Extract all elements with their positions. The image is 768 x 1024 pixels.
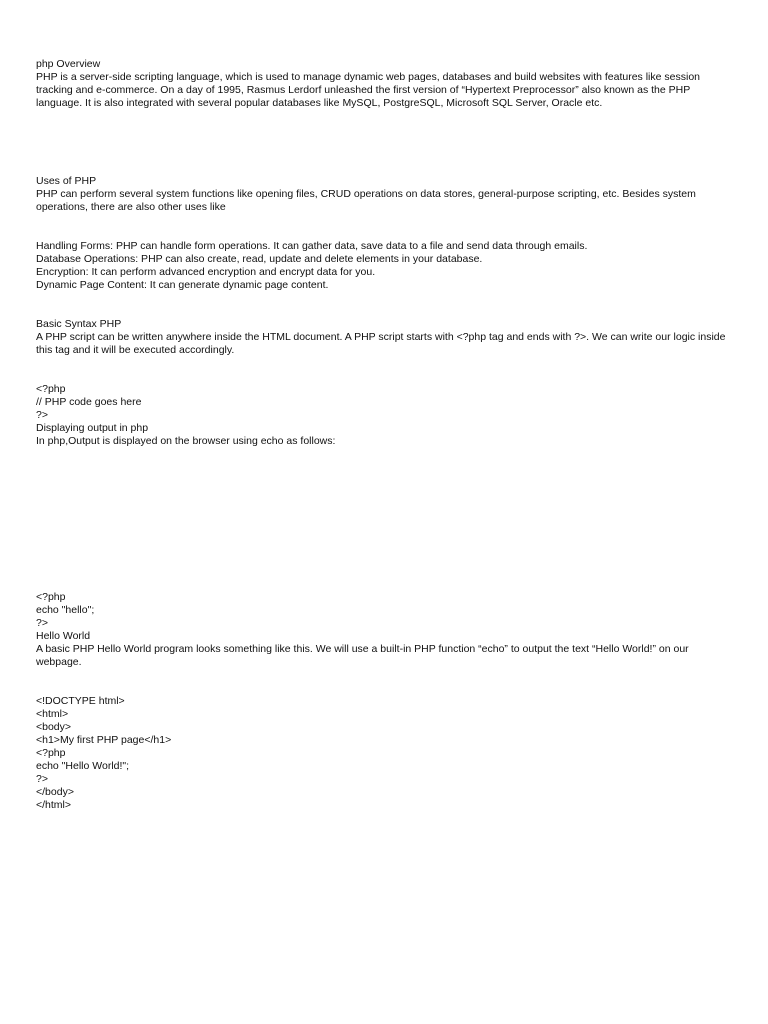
syntax-heading: Basic Syntax PHP [36,318,122,330]
spacer [36,214,736,240]
code-line: </html> [36,799,72,811]
document-page [36,58,736,812]
code-line: ?> [36,409,48,421]
uses-heading: Uses of PHP [36,175,97,187]
code-line: echo "Hello World!"; [36,760,130,772]
code-line: <!DOCTYPE html> [36,695,125,707]
uses-list [36,240,736,292]
overview-paragraph: PHP is a server-side scripting language, which is used to manage dynamic web pages, databases and build websites with features like session tracking and e-commerce. On a day of 1995, Rasmus Lerdorf unleashed the first version of “Hypertext Preprocessor” also known as the PHP language. It is also integrated with several popular databases like MySQL, PostgreSQL, Microsoft SQL Server, Oracle etc. [36,71,701,109]
output-paragraph: In php,Output is displayed on the browser using echo as follows: [36,435,336,447]
code-line: ?> [36,773,48,785]
code-line: <body> [36,721,72,733]
output-heading: Displaying output in php [36,422,149,434]
overview-heading: php Overview [36,58,101,70]
code-line: <?php [36,747,66,759]
spacer [36,110,736,175]
list-item: Dynamic Page Content: It can generate dynamic page content. [36,279,329,291]
spacer [36,448,736,591]
spacer [36,669,736,695]
code-line: </body> [36,786,74,798]
code-line: <?php [36,383,66,395]
spacer [36,292,736,318]
code-line: <html> [36,708,69,720]
list-item: Database Operations: PHP can also create, read, update and delete elements in your database. [36,253,483,265]
output-code-block [36,591,736,630]
list-item: Handling Forms: PHP can handle form operations. It can gather data, save data to a file and send data through emails. [36,240,588,252]
code-line: ?> [36,617,48,629]
uses-paragraph: PHP can perform several system functions like opening files, CRUD operations on data stores, general-purpose scripting, etc. Besides system operations, there are also other uses like [36,188,696,213]
code-line: echo "hello"; [36,604,95,616]
code-line: // PHP code goes here [36,396,142,408]
code-line: <h1>My first PHP page</h1> [36,734,172,746]
code-line: <?php [36,591,66,603]
syntax-paragraph: A PHP script can be written anywhere inside the HTML document. A PHP script starts with <?php tag and ends with ?>. We can write our logic inside this tag and it will be executed accordingly. [36,331,726,356]
syntax-code-block [36,383,736,422]
hello-code-block [36,695,736,812]
spacer [36,357,736,383]
hello-heading: Hello World [36,630,91,642]
list-item: Encryption: It can perform advanced encryption and encrypt data for you. [36,266,376,278]
hello-paragraph: A basic PHP Hello World program looks something like this. We will use a built-in PHP function “echo” to output the text “Hello World!” on our webpage. [36,643,689,668]
